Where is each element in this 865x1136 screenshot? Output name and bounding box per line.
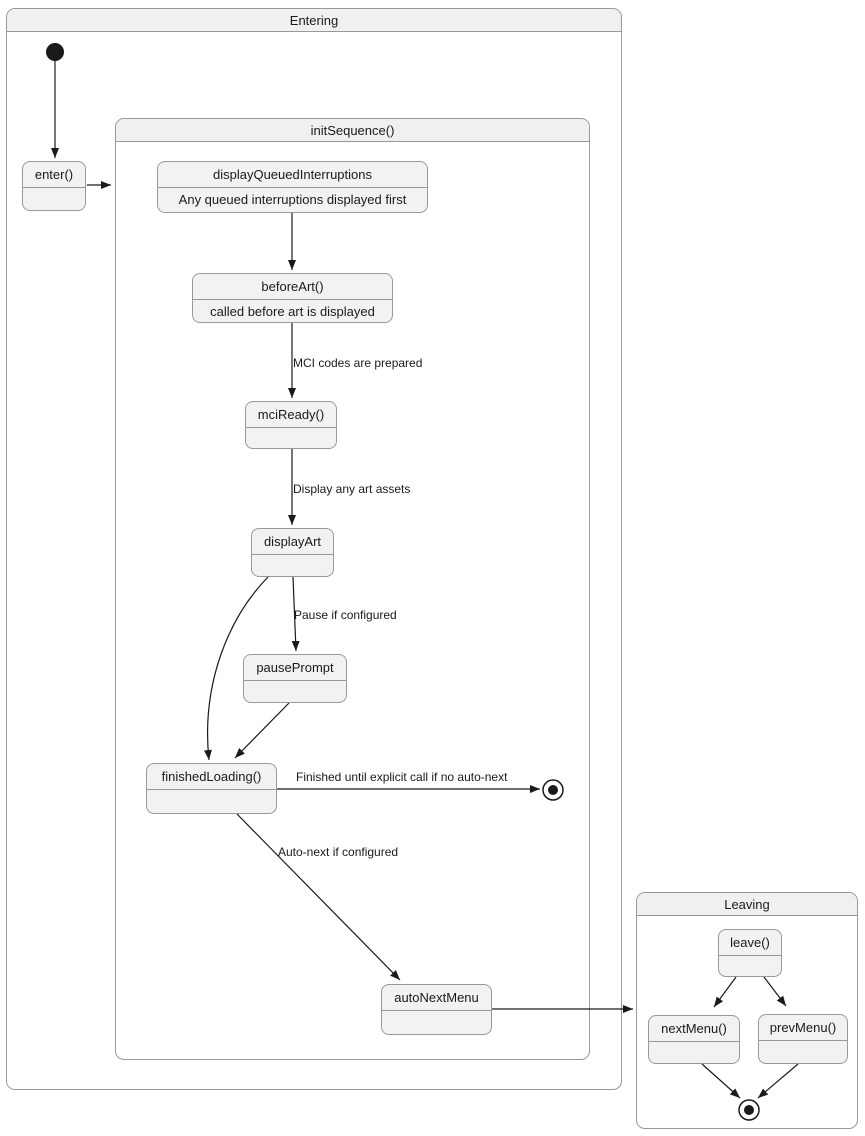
state-pause-prompt-body xyxy=(244,681,346,703)
state-display-queued-interruptions xyxy=(157,161,428,213)
state-next-menu-label: nextMenu() xyxy=(649,1016,739,1042)
edge-label-finished-no-auto-next: Finished until explicit call if no auto-next xyxy=(296,770,508,784)
state-enter-body xyxy=(23,188,85,211)
state-next-menu xyxy=(648,1015,740,1064)
state-display-art xyxy=(251,528,334,577)
state-prev-menu-label: prevMenu() xyxy=(759,1015,847,1041)
state-before-art-note: called before art is displayed xyxy=(210,304,375,319)
edge-label-mci-codes-prepared: MCI codes are prepared xyxy=(293,356,423,370)
state-mci-ready-body xyxy=(246,428,336,449)
state-display-queued-interruptions-note: Any queued interruptions displayed first xyxy=(178,192,407,207)
edge-label-pause-if-configured: Pause if configured xyxy=(294,608,397,622)
state-pause-prompt xyxy=(243,654,347,703)
state-pause-prompt-label: pausePrompt xyxy=(244,655,346,681)
state-before-art-label: beforeArt() xyxy=(193,274,392,300)
state-enter xyxy=(22,161,86,211)
state-finished-loading-label: finishedLoading() xyxy=(147,764,276,790)
state-prev-menu xyxy=(758,1014,848,1064)
state-display-queued-interruptions-label: displayQueuedInterruptions xyxy=(158,162,427,188)
state-finished-loading-body xyxy=(147,790,276,814)
state-display-art-label: displayArt xyxy=(252,529,333,555)
edge-label-display-art-assets: Display any art assets xyxy=(293,482,411,496)
state-auto-next-menu xyxy=(381,984,492,1035)
composite-state-entering-title: Entering xyxy=(7,9,621,32)
state-next-menu-body xyxy=(649,1042,739,1064)
composite-state-init-sequence xyxy=(115,118,590,1060)
composite-state-init-sequence-title: initSequence() xyxy=(116,119,589,142)
composite-state-leaving-title: Leaving xyxy=(637,893,857,916)
state-enter-label: enter() xyxy=(23,162,85,188)
composite-state-leaving xyxy=(636,892,858,1129)
state-leave-label: leave() xyxy=(719,930,781,956)
state-display-art-body xyxy=(252,555,333,577)
state-leave xyxy=(718,929,782,977)
state-auto-next-menu-label: autoNextMenu xyxy=(382,985,491,1011)
state-leave-body xyxy=(719,956,781,977)
state-finished-loading xyxy=(146,763,277,814)
state-prev-menu-body xyxy=(759,1041,847,1064)
edge-label-auto-next-if-configured: Auto-next if configured xyxy=(278,845,399,859)
state-mci-ready xyxy=(245,401,337,449)
state-before-art xyxy=(192,273,393,323)
state-mci-ready-label: mciReady() xyxy=(246,402,336,428)
state-auto-next-menu-body xyxy=(382,1011,491,1035)
